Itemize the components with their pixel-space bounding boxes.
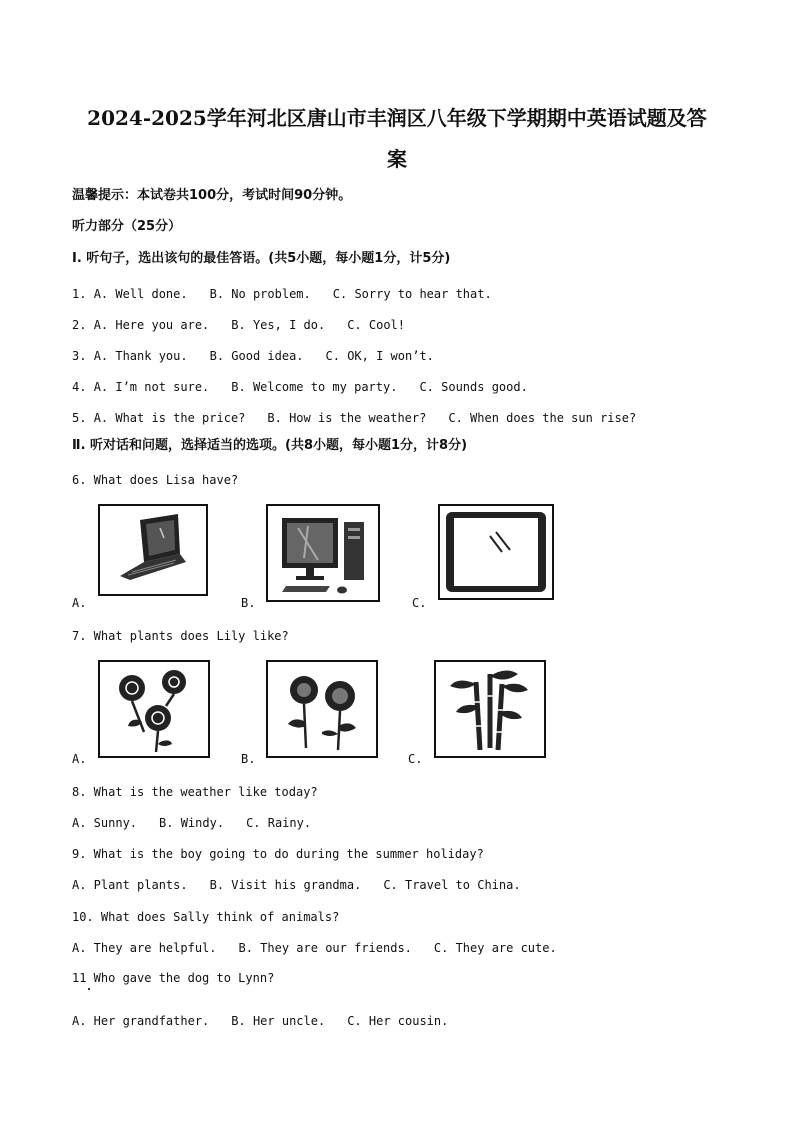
option-a: A. What is the price? <box>93 411 246 425</box>
exam-tip: 温馨提示：本试卷共100分，考试时间90分钟。 <box>72 188 352 203</box>
option-b: B. How is the weather? <box>267 411 427 425</box>
option-c: C. OK, I won’t. <box>325 349 434 363</box>
option-a: A. Here you are. <box>93 318 210 332</box>
option-b-label: B. <box>241 596 256 610</box>
option-c: C. When does the sun rise? <box>448 411 637 425</box>
option-c-label: C. <box>412 596 427 610</box>
option-c: C. Rainy. <box>246 816 312 830</box>
section2-title: Ⅱ. 听对话和问题，选择适当的选项。(共8小题，每小题1分，计8分) <box>72 438 468 453</box>
option-a: A. They are helpful. <box>72 941 217 955</box>
option-c: C. Travel to China. <box>383 878 521 892</box>
option-b: B. No problem. <box>209 287 311 301</box>
question-number: 3. <box>72 349 87 363</box>
laptop-icon <box>98 504 208 596</box>
question-6: 6. What does Lisa have? <box>72 473 239 487</box>
question-number: 4. <box>72 380 87 394</box>
question-9: 9. What is the boy going to do during the summer holiday? <box>72 847 484 861</box>
option-c: C. Sounds good. <box>419 380 528 394</box>
option-b: B. They are our friends. <box>238 941 412 955</box>
option-a-label: A. <box>72 596 87 610</box>
bamboo-icon <box>434 660 546 758</box>
question-1 <box>72 286 514 302</box>
page-title-continued: 案 <box>387 147 407 171</box>
option-a: A. Plant plants. <box>72 878 188 892</box>
option-b: B. Good idea. <box>209 349 304 363</box>
option-a-label: A. <box>72 752 87 766</box>
question-2 <box>72 317 427 333</box>
desktop-computer-icon <box>266 504 380 602</box>
question-number: 5. <box>72 411 87 425</box>
question-10-options <box>72 940 579 956</box>
question-number: 2. <box>72 318 87 332</box>
option-c-label: C. <box>408 752 423 766</box>
question-3 <box>72 348 456 364</box>
question-5 <box>72 410 658 426</box>
option-a: A. Sunny. <box>72 816 138 830</box>
question-8-options <box>72 815 333 831</box>
listening-header: 听力部分（25分） <box>72 219 182 234</box>
option-c: C. Sorry to hear that. <box>332 287 492 301</box>
option-a: A. Her grandfather. <box>72 1014 210 1028</box>
tablet-icon <box>438 504 554 600</box>
question-10: 10. What does Sally think of animals? <box>72 910 340 924</box>
roses-icon <box>98 660 210 758</box>
stray-dot <box>88 988 90 990</box>
page-title: 2024-2025学年河北区唐山市丰润区八年级下学期期中英语试题及答 <box>87 106 707 130</box>
option-b-label: B. <box>241 752 256 766</box>
question-11-options <box>72 1013 470 1029</box>
option-a: A. I’m not sure. <box>93 380 210 394</box>
question-number: 1. <box>72 287 87 301</box>
sunflowers-icon <box>266 660 378 758</box>
question-11: 11 Who gave the dog to Lynn? <box>72 971 275 985</box>
option-b: B. Her uncle. <box>231 1014 326 1028</box>
option-c: C. They are cute. <box>433 941 557 955</box>
option-a: A. Well done. <box>93 287 188 301</box>
option-b: B. Windy. <box>159 816 225 830</box>
section1-title: I. 听句子，选出该句的最佳答语。(共5小题，每小题1分，计5分) <box>72 251 451 266</box>
option-c: C. Cool! <box>347 318 405 332</box>
option-a: A. Thank you. <box>93 349 188 363</box>
question-7: 7. What plants does Lily like? <box>72 629 289 643</box>
question-8: 8. What is the weather like today? <box>72 785 318 799</box>
option-c: C. Her cousin. <box>347 1014 449 1028</box>
option-b: B. Welcome to my party. <box>231 380 398 394</box>
question-9-options <box>72 877 543 893</box>
option-b: B. Visit his grandma. <box>209 878 362 892</box>
option-b: B. Yes, I do. <box>231 318 326 332</box>
question-4 <box>72 379 550 395</box>
